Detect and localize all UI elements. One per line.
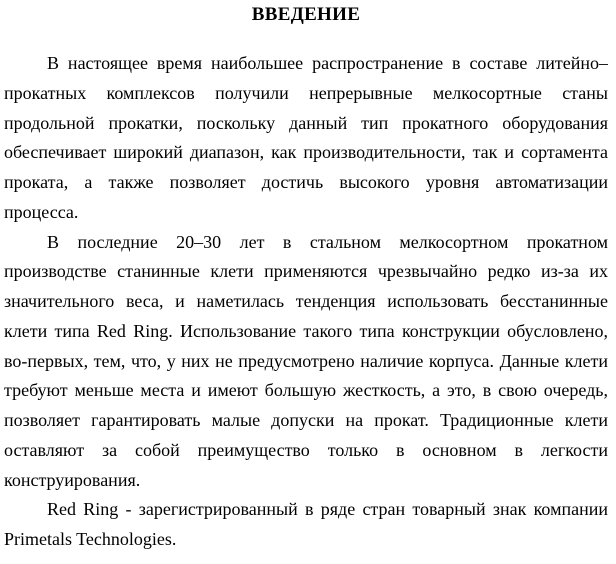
text-line: прокатных комплексов получили непрерывные мелкосортные станы [4,82,608,103]
page-title: ВВЕДЕНИЕ [251,4,361,25]
text-line: требуют меньше места и имеют большую жесткость, а это, в свою очередь, [4,380,608,401]
paragraph [4,49,608,228]
text-line: проката, а также позволяет достичь высокого уровня автоматизации [4,172,608,192]
text-line: В настоящее время наибольшее распространение в составе литейно– [47,53,608,73]
text-line: продольной прокатки, поскольку данный тип прокатного оборудования [4,112,608,133]
text-line: оставляют за собой преимущество только в основном в легкости [4,439,608,460]
text-line: обеспечивает широкий диапазон, как производительности, так и сортамента [4,142,608,163]
text-line: Red Ring - зарегистрированный в ряде стран товарный знак компании [47,499,608,520]
text-line: процесса. [4,201,79,222]
text-line: во-первых, тем, что, у них не предусмотрено наличие корпуса. Данные клети [4,350,608,371]
text-line: В последние 20–30 лет в стальном мелкосортном прокатном [47,231,608,252]
text-line: клети типа Red Ring. Использование такого типа конструкции обусловлено, [4,320,608,341]
text-line: значительного веса, и наметилась тенденция использовать бесстанинные [4,291,608,311]
text-line: производстве станинные клети применяются чрезвычайно редко из-за их [4,261,608,282]
text-line: позволяет гарантировать малые допуски на прокат. Традиционные клети [4,410,608,430]
text-line: Primetals Technologies. [4,529,177,549]
paragraph [4,228,608,496]
text-line: конструирования. [4,469,141,490]
document-body [4,49,608,555]
paragraph [4,495,608,555]
